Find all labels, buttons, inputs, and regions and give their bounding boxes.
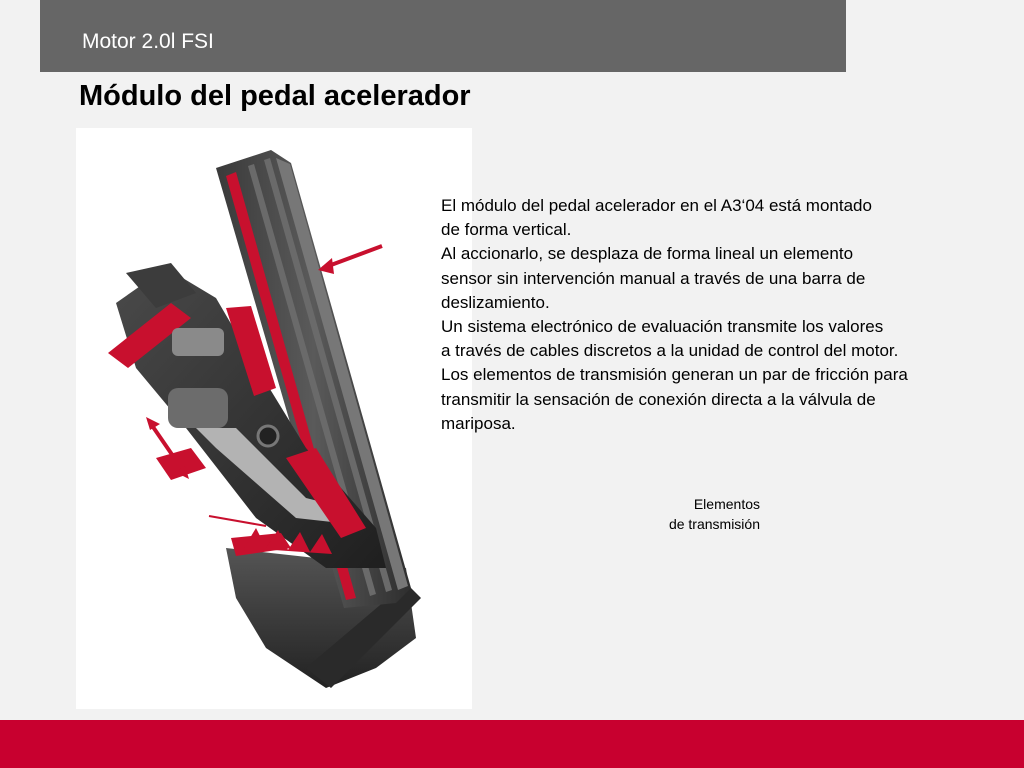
callout-line-1: Elementos: [693, 496, 760, 512]
header-band: [40, 0, 846, 72]
header-title: Motor 2.0l FSI: [82, 30, 214, 53]
description-line: de forma vertical.: [441, 220, 572, 240]
description-line: deslizamiento.: [441, 292, 550, 312]
transmission-elements-callout: [669, 494, 760, 534]
description-line: a través de cables discretos a la unidad de control del motor.: [441, 341, 899, 361]
description-line: transmitir la sensación de conexión directa a la válvula de: [441, 389, 876, 409]
description-line: sensor sin intervención manual a través de una barra de: [441, 268, 866, 288]
pedal-module-image: [76, 128, 472, 709]
description-line: Al accionarlo, se desplaza de forma lineal un elemento: [441, 244, 854, 264]
description-line: El módulo del pedal acelerador en el A3‘04 está montado: [441, 196, 872, 215]
slide-title: Módulo del pedal acelerador: [79, 80, 471, 112]
pedal-cutaway-illustration: [76, 128, 472, 709]
footer-band: [0, 720, 1024, 768]
description-line: mariposa.: [441, 413, 516, 433]
description-text: [441, 194, 1001, 436]
description-line: Los elementos de transmisión generan un par de fricción para: [441, 365, 908, 385]
description-line: Un sistema electrónico de evaluación transmite los valores: [441, 317, 884, 337]
callout-line-2: de transmisión: [668, 516, 760, 532]
